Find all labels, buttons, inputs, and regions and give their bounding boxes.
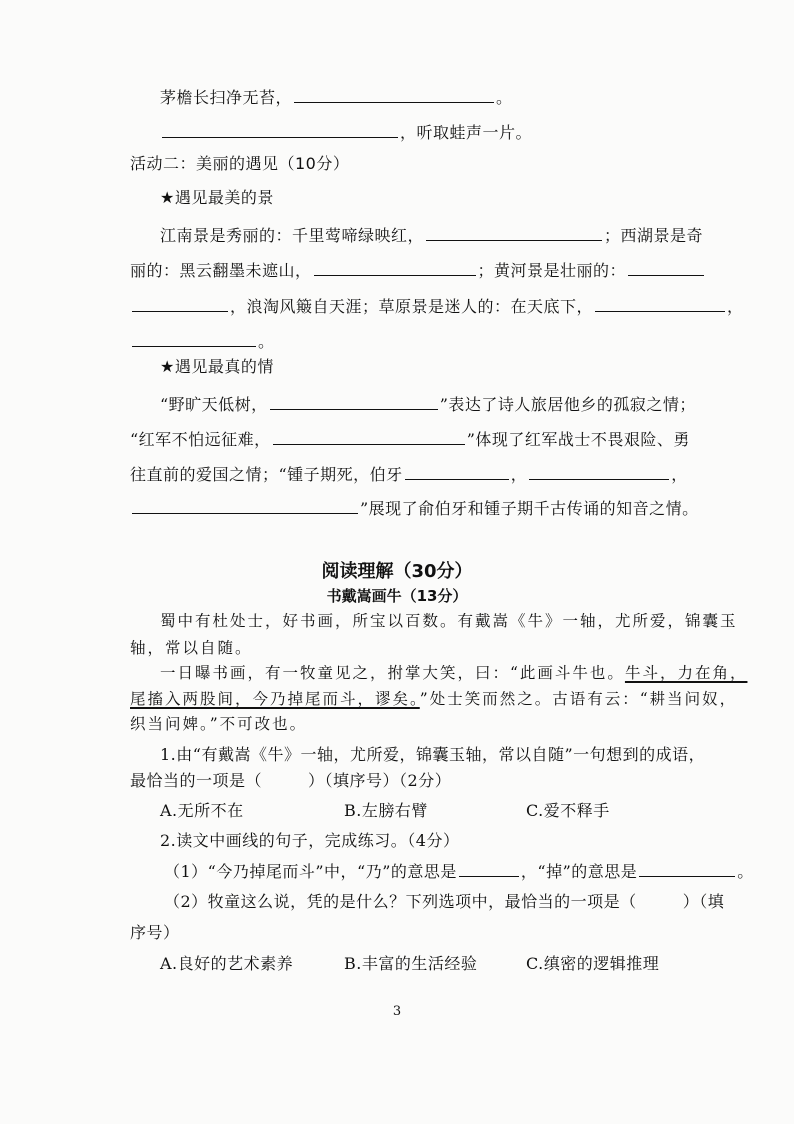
- emotion-line-3: [130, 463, 688, 486]
- question-2-1: [164, 860, 754, 883]
- question-text: 最恰当的一项是（: [130, 771, 263, 790]
- question-1-line-2: [130, 770, 451, 792]
- option-b[interactable]: B.左膀右臂: [344, 801, 428, 820]
- question-2: 2.读文中画线的句子，完成练习。（4分）: [160, 831, 460, 850]
- emotion-line-4: [130, 497, 699, 520]
- question-text: （2）牧童这么说，凭的是什么？下列选项中，最恰当的一项是（: [164, 892, 637, 911]
- answer-blank[interactable]: [405, 463, 509, 480]
- passage-text: ”处士笑而然之。古语有云：“耕当问奴，: [419, 690, 738, 708]
- option-c[interactable]: C.爱不释手: [526, 801, 610, 820]
- prompt-text: ；黄河景是壮丽的：: [477, 261, 627, 280]
- prompt-text: 往直前的爱国之情；“锺子期死，伯牙: [130, 465, 403, 484]
- scene-line-3: [130, 295, 744, 318]
- page-number: 3: [392, 1004, 402, 1019]
- option-c[interactable]: C.缜密的逻辑推理: [526, 954, 660, 973]
- emotion-line-2: [130, 428, 690, 451]
- answer-blank[interactable]: [628, 259, 704, 276]
- passage-line: 轴，常以自随。: [130, 639, 253, 657]
- underlined-sentence: 尾搐入两股间，今乃掉尾而斗，谬矣。: [130, 690, 420, 708]
- poem-text: 。: [496, 88, 513, 107]
- passage-line: [130, 688, 737, 710]
- poem-text: 茅檐长扫净无苔，: [160, 88, 293, 107]
- answer-blank[interactable]: [162, 121, 398, 138]
- passage-text: 一日曝书画，有一牧童见之，拊掌大笑，曰：“此画斗牛也。: [160, 664, 625, 682]
- poem-line-2: [160, 121, 532, 144]
- prompt-text: ，: [671, 465, 688, 484]
- option-a[interactable]: A.良好的艺术素养: [160, 954, 294, 973]
- answer-blank[interactable]: [273, 428, 465, 445]
- question-text: ）（填: [682, 892, 725, 911]
- poem-text: ，听取蛙声一片。: [400, 123, 533, 142]
- answer-blank[interactable]: [294, 86, 494, 103]
- answer-blank[interactable]: [270, 393, 438, 410]
- passage-title: 书戴嵩画牛（13分）: [326, 587, 468, 605]
- question-text: ）（填序号）（2分）: [308, 771, 452, 790]
- section-title: 阅读理解（30分）: [321, 561, 473, 582]
- passage-line: 蜀中有杜处士，好书画，所宝以百数。有戴嵩《牛》一轴，尤所爱，锦囊玉: [160, 612, 738, 630]
- prompt-text: “红军不怕远征难，: [130, 430, 271, 449]
- answer-blank[interactable]: [426, 224, 602, 241]
- answer-blank[interactable]: [132, 497, 358, 514]
- emotion-line-1: [160, 393, 696, 416]
- question-text: （1）“今乃掉尾而斗”中，“乃”的意思是: [164, 862, 457, 881]
- prompt-text: ，: [727, 297, 744, 316]
- prompt-text: ；西湖景是奇: [604, 226, 704, 245]
- answer-blank[interactable]: [132, 295, 228, 312]
- answer-blank[interactable]: [529, 463, 669, 480]
- option-b[interactable]: B.丰富的生活经验: [344, 954, 478, 973]
- activity-title: 活动二：美丽的遇见（10分）: [130, 154, 350, 173]
- underlined-sentence: 牛斗，力在角，: [624, 664, 748, 682]
- poem-line-1: [160, 86, 513, 109]
- prompt-text: 江南景是秀丽的：千里莺啼绿映红，: [160, 226, 425, 245]
- prompt-text: “野旷天低树，: [160, 395, 268, 414]
- answer-blank[interactable]: [639, 860, 735, 877]
- answer-blank[interactable]: [132, 330, 256, 347]
- question-text: 。: [737, 862, 754, 881]
- section-heading-emotion: ★遇见最真的情: [160, 357, 274, 376]
- prompt-text: ”展现了俞伯牙和锺子期千古传诵的知音之情。: [360, 499, 699, 518]
- question-2-2-line-2: 序号）: [130, 923, 180, 942]
- answer-blank[interactable]: [314, 259, 476, 276]
- prompt-text: 丽的：黑云翻墨未遮山，: [130, 261, 312, 280]
- question-1: 1.由“有戴嵩《牛》一轴，尤所爱，锦囊玉轴，常以自随”一句想到的成语，: [160, 745, 706, 764]
- scene-line-2: [130, 259, 706, 282]
- scene-line-1: [160, 224, 703, 247]
- answer-blank[interactable]: [595, 295, 725, 312]
- passage-line: 织当问婢。”不可改也。: [130, 715, 308, 733]
- option-a[interactable]: A.无所不在: [160, 801, 244, 820]
- answer-blank[interactable]: [459, 860, 519, 877]
- question-text: ，“掉”的意思是: [520, 862, 638, 881]
- prompt-text: 。: [258, 332, 275, 351]
- prompt-text: ”体现了红军战士不畏艰险、勇: [466, 430, 690, 449]
- prompt-text: ，浪淘风簸自天涯；草原景是迷人的：在天底下，: [230, 297, 594, 316]
- prompt-text: ，: [510, 465, 528, 484]
- section-heading-scene: ★遇见最美的景: [160, 188, 274, 207]
- scene-line-4: [130, 330, 275, 353]
- prompt-text: ”表达了诗人旅居他乡的孤寂之情；: [439, 395, 696, 414]
- passage-line: [160, 662, 747, 684]
- question-2-2: [164, 891, 724, 913]
